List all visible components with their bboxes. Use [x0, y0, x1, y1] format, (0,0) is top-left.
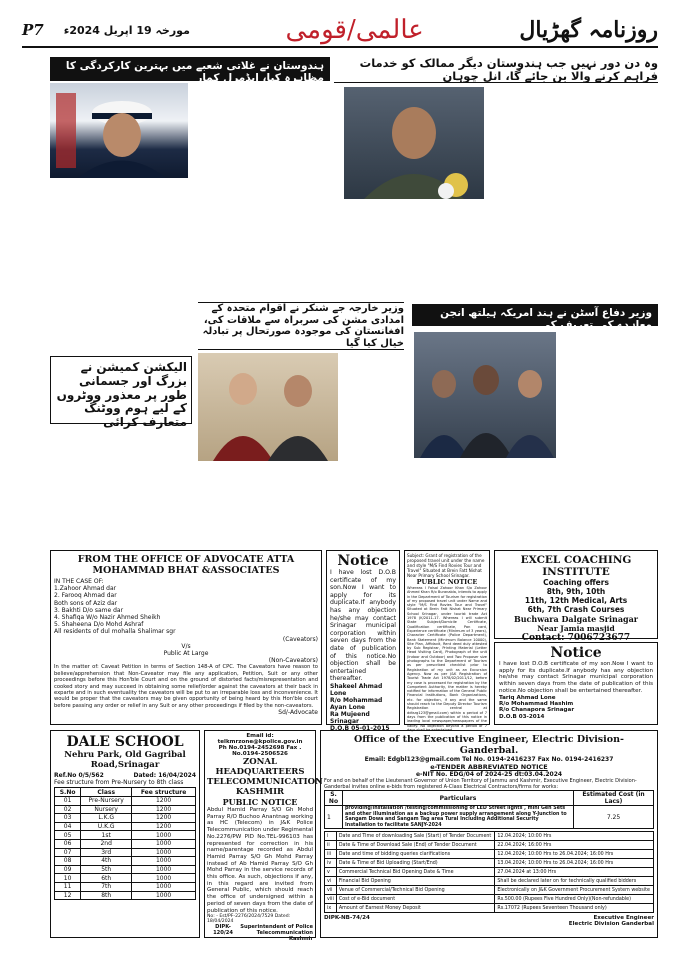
- advocate-sign: Sd/-Advocate: [278, 709, 318, 717]
- tender-sno: 1: [325, 806, 343, 829]
- schedule-row: [325, 904, 654, 913]
- fee-table-cell: 04: [55, 822, 81, 831]
- schedule-cell: Cost of e-Bid document: [336, 895, 495, 904]
- schedule-cell: i: [325, 832, 337, 841]
- excel-addr1: Buchwara Dalgate Srinagar: [513, 614, 639, 624]
- bsnl-notice: PUBLIC NOTICE: [222, 797, 298, 807]
- advocate-party: 2. Farooq Ahmad dar: [54, 592, 117, 600]
- masthead: [22, 14, 658, 48]
- notice1-city: Srinagar: [330, 717, 359, 725]
- schedule-cell: iii: [325, 850, 337, 859]
- austin-text-bottom: [414, 462, 556, 546]
- elec-dipk: DIPK-NB-74/24: [324, 915, 370, 922]
- defence-meeting-icon: [414, 332, 556, 458]
- elec-intro: For and on behalf of the Lieutenant Governor of Union Territory of Jammu and Kashmir, Executive Engineer, Electric Division-Ganderbal invites online e-bids from registered A-Class Electrical Contractors/firms for works:: [324, 778, 637, 790]
- schedule-cell: Commercial Technical Bid Opening Date & Time: [336, 868, 495, 877]
- elec-nit: e-NIT No. EDG/04 of 2024-25 dt:03.04.2024: [415, 771, 563, 778]
- jaishankar-text-bottom: [198, 464, 338, 546]
- advocate-party: 5. Shaheena D/o Mohd Ashraf: [54, 621, 144, 629]
- schedule-row: [325, 868, 654, 877]
- advocate-party: Both sons of Aziz dar: [54, 599, 118, 607]
- tender-schedule: [324, 831, 654, 913]
- bsnl-sign2: Telecommunication Kashmir: [256, 930, 313, 943]
- excel-line: 6th, 7th Crash Courses: [527, 605, 625, 614]
- schedule-row: [325, 877, 654, 886]
- fee-table-cell: 11: [55, 882, 81, 891]
- schedule-row: [325, 886, 654, 895]
- schedule-cell: vi: [325, 877, 337, 886]
- fee-table-cell: 1000: [132, 857, 196, 866]
- fee-table-cell: 1000: [132, 874, 196, 883]
- fee-table-cell: 7th: [81, 882, 132, 891]
- excel-coaching-ad: [494, 550, 658, 643]
- headline-navy: ہندوستان نے غلاتی شعبے میں بہترین کارکردگی کا مظاہرہ کیا، ایڈمرل کمار: [50, 57, 330, 81]
- tender-head-cost: Estimated Cost (in Lacs): [574, 791, 654, 806]
- schedule-cell: Rs.500.00 (Rupees Five Hundred Only)(Non-refundable): [495, 895, 654, 904]
- advocate-noncaveators: (Non-Caveators): [268, 657, 318, 665]
- fee-table-cell: 1200: [132, 797, 196, 806]
- fee-table-row: [55, 891, 196, 900]
- meeting-photo-icon: [198, 353, 338, 461]
- fee-table-cell: 06: [55, 839, 81, 848]
- fee-table-cell: Pre-Nursery: [81, 797, 132, 806]
- fee-table-cell: L.K.G: [81, 814, 132, 823]
- fee-table-row: [55, 797, 196, 806]
- advocate-public: Public At Large: [163, 650, 209, 658]
- admiral-portrait-icon: [50, 83, 188, 178]
- schedule-cell: vii: [325, 886, 337, 895]
- elec-sign2: Electric Division Ganderbal: [568, 921, 654, 928]
- excel-title: EXCEL COACHING INSTITUTE: [520, 554, 632, 578]
- fee-table-cell: 1000: [132, 848, 196, 857]
- fee-table-cell: 1000: [132, 891, 196, 900]
- fee-table-row: [55, 882, 196, 891]
- bsnl-email: Email id: telkmrzone@kpolice.gov.in: [217, 733, 303, 745]
- fee-table-cell: 3rd: [81, 848, 132, 857]
- dale-addr2: Road,Srinagar: [90, 760, 160, 770]
- excel-line: 11th, 12th Medical, Arts: [524, 596, 628, 605]
- schedule-cell: 27.04.2024 at 13:00 Hrs: [495, 868, 654, 877]
- public-notice-ad: [404, 550, 490, 732]
- pn-title: PUBLIC NOTICE: [416, 578, 478, 586]
- fee-table-row: [55, 857, 196, 866]
- fee-table-cell: 12: [55, 891, 81, 900]
- schedule-cell: 13.04.2024; 10:00 Hrs to 26.04.2024; 16:00 Hrs: [495, 859, 654, 868]
- advocate-caveators: (Caveators): [282, 635, 318, 643]
- fee-table-cell: 4th: [81, 857, 132, 866]
- fee-table-cell: 1200: [132, 805, 196, 814]
- headline-election: الیکشن کمیشن نے بزرگ اور جسمانی طور پر معذور ووٹروں کے لیے ہوم ووٹنگ متعارف کرائی: [50, 356, 192, 424]
- fee-table-row: [55, 814, 196, 823]
- chauhan-text-right: [488, 83, 658, 298]
- schedule-cell: Rs.17072 (Rupees Seventeen Thousand only): [495, 904, 654, 913]
- election-text-left: [50, 428, 192, 546]
- fee-table-cell: 02: [55, 805, 81, 814]
- advocate-ad: [50, 550, 322, 725]
- chauhan-text-mid: [344, 202, 484, 298]
- schedule-cell: ix: [325, 904, 337, 913]
- advocate-party: 1.Zahoor Ahmad dar: [54, 585, 117, 593]
- advocate-title: FROM THE OFFICE OF ADVOCATE ATTA MOHAMMAD BHAT &ASSOCIATES: [77, 554, 295, 576]
- notice2-rel: R/o Mohammad Hashim: [499, 700, 574, 707]
- elec-sign1: Executive Engineer: [593, 915, 654, 922]
- bsnl-sign1: Superintendent of Police: [240, 924, 313, 931]
- fee-table-cell: 1000: [132, 831, 196, 840]
- schedule-cell: Date and Time of downloading Sale (Start) of Tender Document: [336, 832, 495, 841]
- fee-table-row: [55, 874, 196, 883]
- schedule-cell: ii: [325, 841, 337, 850]
- newspaper-name: روزنامہ گھڑیال: [519, 17, 658, 43]
- tender-head-sno: S. No: [325, 791, 343, 806]
- fee-table-cell: 05: [55, 831, 81, 840]
- bsnl-no: No: - Est/PF-2276/2024/7529 Dated: 18/04/2024: [207, 914, 291, 925]
- fee-table-row: [55, 865, 196, 874]
- notice2-dob: D.O.B 03-2014: [499, 713, 545, 720]
- notice1-dob: D.O.B 05-01-2015: [330, 724, 390, 732]
- dale-school-ad: [50, 730, 200, 938]
- fee-table-row: [55, 831, 196, 840]
- section-title: عالمی/قومی: [285, 15, 424, 45]
- schedule-row: [325, 859, 654, 868]
- advocate-body: In the matter of: Caveat Petition in terms of Section 148-A of CPC. The Caveators have reason to believe/apprehension that Non-Caveator may file any application, Petition, Suit or any other proceedings before this Hon'ble Court and on the ground of distorted facts/misrepresentation and cooked story and may succeed in obtaining some relief/order against the caveators at their back in exparte and in such eventuality the caveators will be put to an irreparable loss and inconvenience. It would be proper that the caveators may be given opportunity of being heard by this Hon'ble court before passing any order or relief in any Suit or any other proceedings if filed by the non-caveators.: [54, 664, 318, 709]
- fee-table-cell: 1000: [132, 865, 196, 874]
- fee-table-cell: 1200: [132, 822, 196, 831]
- tender-head-particulars: Particulars: [343, 791, 574, 806]
- notice1-name: Shakeel Ahmad Lone: [330, 682, 383, 697]
- notice2-body: I have lost D.O.B certificate of my son.Now I want to apply for its duplicate.If anybody has any objection he/she may contact Srinagar municipal corporation within seven days from the date of publication of this notice.No objection shall be entertained thereafter.: [499, 661, 653, 694]
- fee-table-cell: 2nd: [81, 839, 132, 848]
- fee-table-cell: 01: [55, 797, 81, 806]
- bsnl-title: ZONAL HEADQUARTEERS TELECOMMUNICATION KASHMIR: [207, 757, 323, 797]
- fee-table-row: [55, 805, 196, 814]
- dale-dated: Dated: 16/04/2024: [133, 772, 196, 779]
- schedule-row: [325, 832, 654, 841]
- telecom-notice-ad: [204, 730, 323, 943]
- advocate-case: IN THE CASE OF:: [54, 578, 104, 585]
- fee-table-cell: 03: [55, 814, 81, 823]
- notice2-addr: R/o Chanapora Srinagar: [499, 707, 575, 714]
- bsnl-dipk: DIPK-120/24: [213, 924, 234, 937]
- schedule-cell: 12.04.2024; 10:00 Hrs: [495, 832, 654, 841]
- austin-text-right: [560, 330, 658, 546]
- elec-email: Email: Edgbl123@gmail.com Tel No. 0194-2416237 Fax No. 0194-2416237: [364, 756, 614, 763]
- page-number: P7: [22, 21, 44, 39]
- fee-table-cell: 1000: [132, 882, 196, 891]
- schedule-cell: 22.04.2024; 16:00 Hrs: [495, 841, 654, 850]
- fee-table-header: S.No: [55, 788, 81, 797]
- schedule-cell: Date and time of bidding queries clarifications: [336, 850, 495, 859]
- dale-note: Fee structure from Pre-Nursery to 8th class: [54, 779, 184, 786]
- advocate-parties: [54, 585, 318, 635]
- general-portrait-icon: [344, 87, 484, 199]
- excel-line: 8th, 9th, 10th: [546, 587, 606, 596]
- notice2-name: Tariq Ahmad Lone: [499, 694, 556, 701]
- notice-ad-2: [494, 642, 658, 725]
- excel-lines: [498, 578, 654, 614]
- advocate-party: 4. Shafiqa W/o Nazir Ahmed Sheikh: [54, 614, 161, 622]
- schedule-cell: 12.04.2024; 10:00 Hrs to 26.04.2024; 16:00 Hrs: [495, 850, 654, 859]
- excel-line: Coaching offers: [543, 578, 609, 587]
- schedule-cell: Date & Time of Download Sale (End) of Tender Document: [336, 841, 495, 850]
- jaishankar-text-right: [342, 353, 408, 546]
- advocate-party: 3. Bakhti D/o same dar: [54, 606, 124, 614]
- schedule-row: [325, 895, 654, 904]
- fee-table-cell: U.K.G: [81, 822, 132, 831]
- tender-cost: 7.25: [574, 806, 654, 829]
- headline-jaishankar: وزیر خارجہ جے شنکر نے اقوام متحدہ کے امدادی مشن کی سربراہ سے ملاقات کی، افغانستان کی موجودہ صورتحال پر تبادلہ خیال کیا گیا: [198, 302, 404, 350]
- schedule-cell: iv: [325, 859, 337, 868]
- fee-table-cell: Nursery: [81, 805, 132, 814]
- fee-table-cell: 1000: [132, 839, 196, 848]
- notice1-addr: Ra Mujeend: [330, 710, 370, 718]
- tender-table: [324, 790, 654, 829]
- schedule-row: [325, 841, 654, 850]
- fee-table-cell: 1200: [132, 814, 196, 823]
- notice-ad-1: [326, 550, 400, 732]
- pn-subject: Subject: Grant of registration of the proposed travel unit under the name and style "M/S Find Rovies Tour and Travel" Situated at Brein Fatt Nishat Near Primary School Srinagar.: [407, 553, 485, 578]
- chauhan-text-left: [200, 83, 338, 333]
- fee-table-cell: 09: [55, 865, 81, 874]
- fee-table: [54, 787, 196, 900]
- advocate-party: All residents of dul mohalla Shalimar sgr: [54, 628, 176, 636]
- headline-chauhan: وہ دن دور نہیں جب ہندوستان دیگر ممالک کو خدمات فراہم کرنے والا بن جائے گا، انل چوہان: [334, 57, 658, 83]
- bsnl-phone: Ph No.0194-2452698 Fax . No.0194-2506526: [218, 745, 302, 757]
- notice1-body: I have lost D.O.B certificate of my son.Now I want to apply for its duplicate.If anybody has any objection he/she may contact Srinagar municipal corporation within seven days from the date of publication of this notice.No objection shall be entertained thereafter.: [330, 569, 396, 683]
- elec-title: Office of the Executive Engineer, Electric Division- Ganderbal.: [354, 734, 624, 756]
- fee-table-row: [55, 839, 196, 848]
- headline-austin: وزیر دفاع آسٹن نے ہند امریکہ ہیلتھ انجن معاہدے کی تعریف کی: [412, 304, 658, 326]
- schedule-cell: Financial Bid Opening: [336, 877, 495, 886]
- schedule-cell: v: [325, 868, 337, 877]
- fee-table-cell: 8th: [81, 891, 132, 900]
- dale-title: DALE SCHOOL: [66, 734, 184, 750]
- advocate-vs: V/s: [181, 642, 191, 650]
- fee-table-cell: 5th: [81, 865, 132, 874]
- schedule-cell: Date & Time of Bid Uploading (Start/End): [336, 859, 495, 868]
- navy-chief-photo: [50, 83, 188, 178]
- excel-addr2: Near Jamia masjid: [537, 624, 615, 633]
- elec-tender: e-TENDER ABBREVIATED NOTICE: [430, 763, 548, 771]
- fee-table-header: Class: [81, 788, 132, 797]
- pn-body: Whereas I Faisal Zahoor Khan S/o Zahoor Ahmed Khan R/o Buranabla, intends to apply in the Department of Tourism for registration of my proposed travel unit under Name and style "M/S Find Rovies Tour and Travel" Situated at Brein Fatt Nishat Near Primary School Srinagar, under tourist trade Act 1978 JK/2011-17. Whereas I will submit State Subject/Domicile Certificate, Qualification certificate, Pan card, Experience certificate (Minimum of 3 years), Character Certificate (Police Department), Bank Statement (Minimum Balance 10000), Site Plan, Affidavit, Rent deed duly attested by Sub Registrar, Printing Material (Letter Head Visiting Card), Photograph of the unit (Indoor and Outdoor) and Two Proposer size photographs to the Department of Tourism as per prescribed checklist prior to Registration of my unit as an Excursion Agency. Now as per J&K Registration of Tourist Trade Act 1978/02/2011/12, before my case is processed for registration by the Competent Authority, the matter is hereby notified for information of the General Public Financial Institutions, Bank Organizations, etc. for objection, if any and the same should reach to the Deputy Director Tourism Registration central at ddtsrg123@gmail.com) within a period of 7 days from the publication of this notice in leading local newspaper/newspapers of the valley. No objection beyond a period of 7 days shall be entertained.: [407, 586, 487, 732]
- bsnl-body: Abdul Hamid Parray S/O Gh Mohd Parray R/O Buchoo Anantnag working as HC (Telecom) in J&K Police Telecommunication under Regimental No.2276/PW PID No.TEL-996103 has represented for correction in his name/parentage recorded as Abdul Hamid Parray S/O Gh Mohd Parray instead of Ab Hamid Parray S/O Gh Mohd Parray in the service records of this office. As such, objections if any, in this regard are invited from General Public, which should reach the office of undersigned within a period of seven days from the date of publication of this notice.: [207, 807, 313, 914]
- excel-contact: Contact: 7006723677: [521, 633, 631, 643]
- austin-photo: [414, 332, 556, 458]
- fee-table-cell: 10: [55, 874, 81, 883]
- fee-table-cell: 1st: [81, 831, 132, 840]
- jaishankar-photo: [198, 353, 338, 461]
- issue-date: مورخہ 19 اپریل 2024ء: [63, 23, 190, 37]
- fee-table-cell: 6th: [81, 874, 132, 883]
- fee-table-cell: 07: [55, 848, 81, 857]
- electric-tender-ad: [320, 730, 658, 938]
- dale-ref: Ref.No 0/5/562: [54, 772, 104, 779]
- schedule-cell: Venue of Commercial/Technical Bid Opening: [336, 886, 495, 895]
- dale-addr1: Nehru Park, Old Gagribal: [64, 750, 186, 760]
- chauhan-photo: [344, 87, 484, 199]
- schedule-cell: viii: [325, 895, 337, 904]
- notice2-title: Notice: [550, 645, 602, 661]
- schedule-cell: Shall be declared later on for technically qualified bidders: [495, 877, 654, 886]
- tender-work: providing/installation /testing/commissioning of LED Street lights , mini Gen Sets and other illumination as a backup power supply arrangement along Y-Junction to Sangam Dowa and Sangam Tag area Tural Including Additional Security Installation to facilitate SANJY-2024: [343, 806, 574, 829]
- notice1-rel: R/o Mohammad Ayan Lone: [330, 696, 383, 711]
- fee-table-cell: 08: [55, 857, 81, 866]
- schedule-cell: Electronically on J&K Government Procurement System website: [495, 886, 654, 895]
- fee-table-row: [55, 848, 196, 857]
- fee-table-header: Fee structure: [132, 788, 196, 797]
- schedule-row: [325, 850, 654, 859]
- schedule-cell: Amount of Earnest Money Deposit: [336, 904, 495, 913]
- notice1-title: Notice: [337, 553, 389, 569]
- fee-table-row: [55, 822, 196, 831]
